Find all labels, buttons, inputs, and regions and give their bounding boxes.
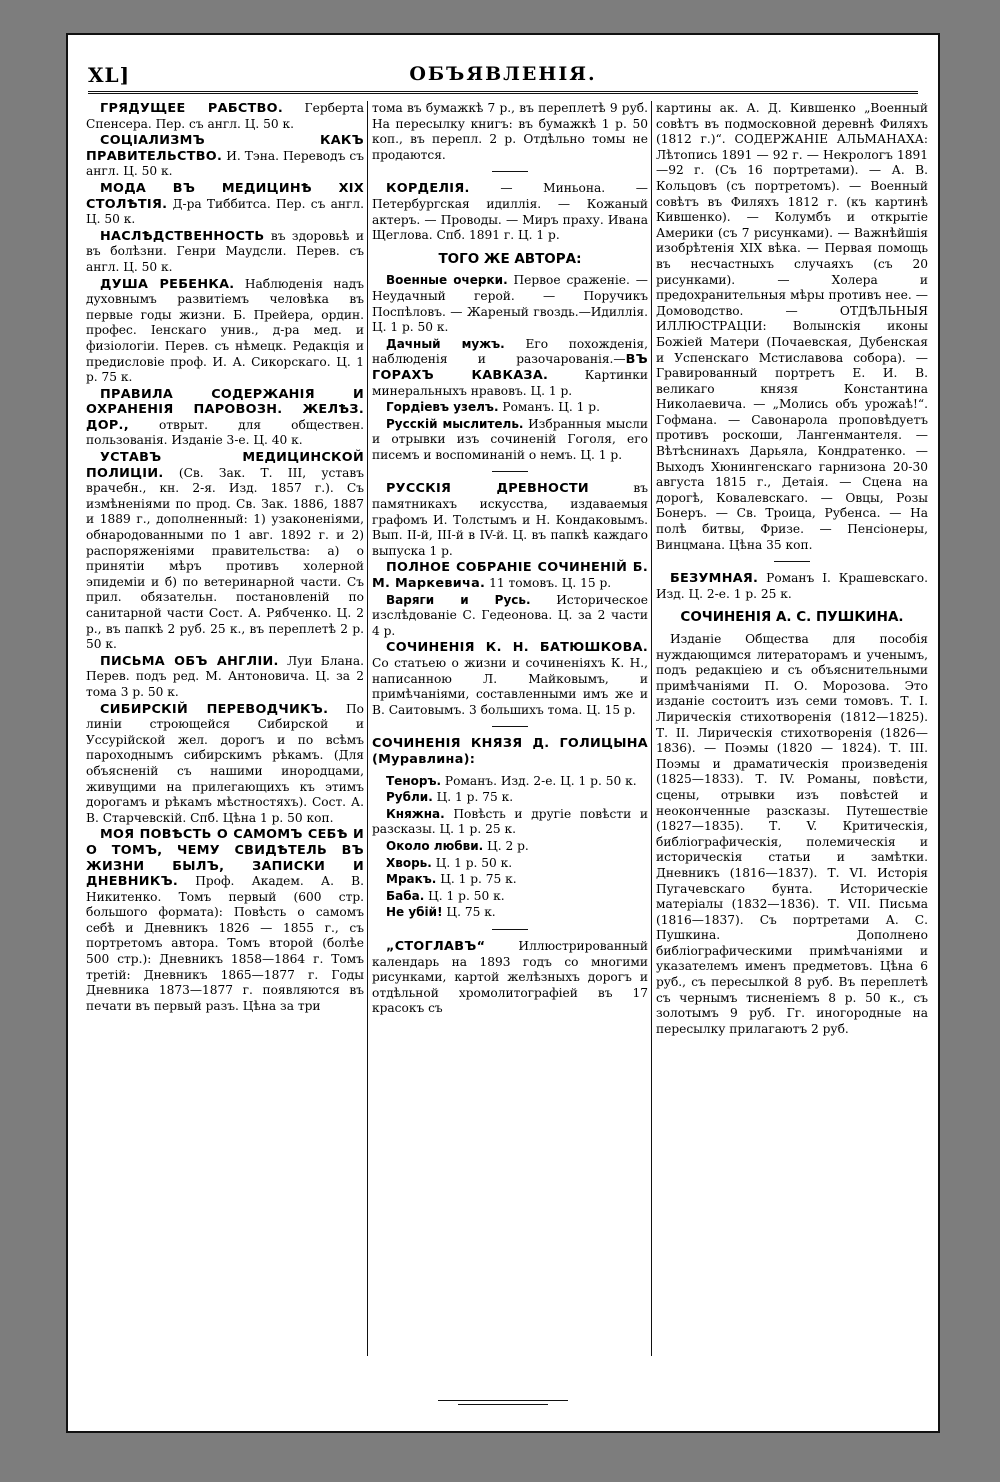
- ad-entry: МОДА ВЪ МЕДИЦИНѢ XIX СТОЛѢТІЯ. Д-ра Тиббитса. Пер. съ англ. Ц. 50 к.: [86, 180, 364, 227]
- ad-entry: Варяги и Русь. Историческое изслѣдованіе С. Гедеонова. Ц. за 2 части 4 р.: [372, 592, 648, 638]
- ad-entry: МОЯ ПОВѢСТЬ О САМОМЪ СЕБѢ И О ТОМЪ, ЧЕМУ СВИДѢТЕЛЬ ВЪ ЖИЗНИ БЫЛЪ, ЗАПИСКИ И ДНЕВНИКЪ. Проф. Академ. А. В. Никитенко. Томъ первый (600 стр. большого формата): Повѣсть о самомъ себѣ и Дневникъ 1826 — 1855 г., съ портретомъ автора. Томъ второй (болѣе 500 стр.): Дневникъ 1858—1864 г. Томъ третій: Дневникъ 1865—1877 г. Годы Дневника 1873—1877 г. появляются въ печати въ первый разъ. Цѣна за три: [86, 827, 364, 1013]
- ad-entry: Княжна. Повѣсть и другіе повѣсти и разсказы. Ц. 1 р. 25 к.: [372, 806, 648, 837]
- page-title: ОБЪЯВЛЕНІЯ.: [409, 63, 597, 85]
- ad-entry: ГРЯДУЩЕЕ РАБСТВО. Герберта Спенсера. Пер. съ англ. Ц. 50 к.: [86, 101, 364, 131]
- continued-text: тома въ бумажкѣ 7 р., въ переплетѣ 9 руб. На пересылку книгъ: въ бумажкѣ 1 р. 50 коп., въ перепл. 2 р. Отдѣльно томы не продаются.: [372, 101, 648, 162]
- ad-entry: Не убій! Ц. 75 к.: [386, 905, 496, 920]
- section-heading: СОЧИНЕНІЯ А. С. ПУШКИНА.: [680, 609, 904, 626]
- ad-entry: ДУША РЕБЕНКА. Наблюденія надъ духовнымъ развитіемъ человѣка въ первые годы жизни. Б. Прейера, ордин. профес. Іенскаго унив., д-ра мед. и физіологіи. Перев. съ нѣмецк. Редакція и предисловіе проф. И. А. Сикорскаго. Ц. 1 р. 75 к.: [86, 276, 364, 385]
- ad-entry: ПИСЬМА ОБЪ АНГЛІИ. Луи Блана. Перев. подъ ред. М. Антоновича. Ц. за 2 тома 3 р. 50 к.: [86, 653, 364, 699]
- separator-rule: [492, 726, 528, 727]
- ad-entry: УСТАВЪ МЕДИЦИНСКОЙ ПОЛИЦІИ. (Св. Зак. Т. III, уставъ врачебн., кн. 2-я. Изд. 1857 г.). Съ измѣненіями по прод. Св. Зак. 1886, 1887 и 1889 г., дополненный: 1) узаконеніями, обнародованными по 1 авг. 1892 г. и 2) распоряженіями правительства: а) о принятіи мѣръ противъ холерной эпидеміи и б) по ветеринарной части. Съ прил. обязательн. постановленій по санитарной части Сост. А. Рябченко. Ц. 2 р., въ папкѣ 2 руб. 25 к., въ переплетѣ 2 р. 50 к.: [86, 450, 364, 652]
- ad-entry: НАСЛѢДСТВЕННОСТЬ въ здоровьѣ и въ болѣзни. Генри Маудсли. Перев. съ англ. Ц. 50 к.: [86, 228, 364, 274]
- ad-entry: Гордіевъ узелъ. Романъ. Ц. 1 р.: [386, 400, 600, 415]
- ad-entry: СОЦІАЛИЗМЪ КАКЪ ПРАВИТЕЛЬСТВО. И. Тэна. Переводъ съ англ. Ц. 50 к.: [86, 133, 364, 179]
- ad-entry: РУССКІЯ ДРЕВНОСТИ въ памятникахъ искусства, издаваемыя графомъ И. Толстымъ и Н. Кондаковымъ. Вып. II-й, III-й в IV-й. Ц. въ папкѣ каждаго выпуска 1 р.: [372, 481, 648, 558]
- ad-entry: Теноръ. Романъ. Изд. 2-е. Ц. 1 р. 50 к.: [386, 773, 637, 788]
- ad-entry: Изданіе Общества для пособія нуждающимся литераторамъ и ученымъ, подъ редакціею и съ объяснительными примѣчаніями П. О. Морозова. Это изданіе состоитъ изъ семи томовъ. Т. I. Лирическія стихотворенія (1812—1825). Т. II. Лирическія стихотворенія (1826—1836). — Поэмы (1820 — 1824). Т. III. Поэмы и драматическія произведенія (1825—1833). Т. IV. Романы, повѣсти, сцены, отрывки изъ повѣстей и неоконченные разсказы. Путешествіе (1827—1835). Т. V. Критическія, библіографическія, полемическія и историческія статьи и замѣтки. Дневникъ (1816—1837). Т. VI. Исторія Пугачевскаго бунта. Историческіе матеріалы (1832—1836). Т. VII. Письма (1816—1837). Съ портретами А. С. Пушкина. Дополнено библіографическими примѣчаніями и указателемъ именъ предметовъ. Цѣна 6 руб., съ пересылкой 8 руб. Въ переплетѣ съ чернымъ тисненіемъ 8 р. 50 к., съ золотымъ 9 руб. Гг. иногородные на пересылку прилагаютъ 2 руб.: [656, 632, 928, 1036]
- ad-entry: Военные очерки. Первое сраженіе. — Неудачный герой. — Поручикъ Поспѣловъ. — Жареный гвоздь.—Идиллія. Ц. 1 р. 50 к.: [372, 273, 648, 335]
- section-heading: ТОГО ЖЕ АВТОРА:: [438, 250, 582, 267]
- page-header: [88, 57, 918, 91]
- column-divider: [651, 101, 652, 1356]
- separator-rule: [774, 561, 810, 562]
- footer-rule: [438, 1400, 568, 1401]
- ad-entry: СИБИРСКІЙ ПЕРЕВОДЧИКЪ. По линіи строющейся Сибирской и Уссурійской жел. дорогъ и по всѣмъ пароходнымъ сибирскимъ рѣкамъ. (Для объясненій съ нашими инородцами, живущими на прилегающихъ къ этимъ дорогамъ и рѣкамъ мѣстностяхъ). Сост. А. В. Старчевскій. Спб. Цѣна 1 р. 50 коп.: [86, 701, 364, 825]
- ad-entry: ПОЛНОЕ СОБРАНІЕ СОЧИНЕНІЙ Б. М. Маркевича. 11 томовъ. Ц. 15 р.: [372, 560, 648, 592]
- header-rule: [88, 91, 918, 100]
- separator-rule: [492, 471, 528, 472]
- ad-entry: Баба. Ц. 1 р. 50 к.: [386, 888, 505, 903]
- ad-entry: Около любви. Ц. 2 р.: [386, 838, 529, 853]
- column-middle: [372, 101, 648, 1371]
- column-right: [656, 101, 928, 1371]
- ad-entry: Дачный мужъ. Его похожденія, наблюденія и разочарованія.—ВЪ ГОРАХЪ КАВКАЗА. Картинки минеральныхъ нравовъ. Ц. 1 р.: [372, 336, 648, 398]
- page-number: XL]: [88, 63, 131, 87]
- footer-rule: [458, 1404, 548, 1405]
- continued-text: картины ак. А. Д. Кившенко „Военный совѣтъ въ подмосковной деревнѣ Филяхъ (1812 г.)“. СОДЕРЖАНІЕ АЛЬМАНАХА: Лѣтопись 1891 — 92 г. — Некрологъ 1891—92 г. (Съ 16 портретами). — А. В. Кольцовъ (съ портретомъ). — Военный совѣтъ въ Филяхъ 1812 г. (къ картинѣ Кившенко). — Колумбъ и открытіе Америки (съ 7 рисунками). — Важнѣйшія изобрѣтенія XIX вѣка. — Первая помощь въ несчастныхъ случаяхъ (съ 20 рисунками). — Холера и предохранительныя мѣры противъ нее. — Домоводство. — ОТДѢЛЬНЫЯ ИЛЛЮСТРАЦІИ: Волынскія иконы Божіей Матери (Почаевская, Дубенская и Успенскаго Мстиславова собора). — Гравированный портретъ Е. И. В. великаго князя Константина Николаевича. — „Молись объ урожаѣ!“. Гофмана. — Савонарола проповѣдуетъ противъ роскоши, Лангенмантеля. — Вѣтѣснинахъ Дарьяла, Кондратенко. — Выходъ Хюнингенскаго гарнизона 20-30 августа 1815 г., Детаія. — Сцена на дорогѣ, Ковалевскаго. — Овцы, Розы Бонеръ. — Св. Троица, Рубенса. — На полѣ битвы, Фризе. — Пенсіонеры, Винцмана. Цѣна 35 коп.: [656, 101, 928, 552]
- ad-entry: Рубли. Ц. 1 р. 75 к.: [386, 790, 514, 805]
- ad-entry: КОРДЕЛІЯ. — Миньона. — Петербургская идиллія. — Кожаный актеръ. — Проводы. — Миръ праху. Ивана Щеглова. Спб. 1891 г. Ц. 1 р.: [372, 181, 648, 243]
- ad-entry: ПРАВИЛА СОДЕРЖАНІЯ И ОХРАНЕНІЯ ПАРОВОЗН. ЖЕЛѢЗ. ДОР., отврыт. для обществен. пользованія. Изданіе 3-е. Ц. 40 к.: [86, 386, 364, 448]
- column-left: [86, 101, 364, 1371]
- ad-entry: Мракъ. Ц. 1 р. 75 к.: [386, 872, 517, 887]
- document-page: [66, 33, 940, 1433]
- ad-entry: СОЧИНЕНІЯ К. Н. БАТЮШКОВА. Со статьею о жизни и сочиненіяхъ К. Н., написанною Л. Майковымъ, и примѣчаніями, составленными имъ же и В. Саитовымъ. 3 большихъ тома. Ц. 15 р.: [372, 640, 648, 717]
- ad-entry: „СТОГЛАВЪ“ Иллюстрированный календарь на 1893 годъ со многими рисунками, картой желѣзныхъ дорогъ и отдѣльной хромолитографіей въ 17 красокъ съ: [372, 938, 648, 1016]
- separator-rule: [492, 929, 528, 930]
- ad-entry: БЕЗУМНАЯ. Романъ І. Крашевскаго. Изд. Ц. 2-е. 1 р. 25 к.: [656, 571, 928, 601]
- ad-entry: Русскій мыслитель. Избранныя мысли и отрывки изъ сочиненій Гоголя, его писемъ и воспоминаній о немъ. Ц. 1 р.: [372, 416, 648, 462]
- separator-rule: [492, 171, 528, 172]
- column-divider: [367, 101, 368, 1356]
- ad-entry: Хворь. Ц. 1 р. 50 к.: [386, 855, 513, 870]
- section-heading: СОЧИНЕНІЯ КНЯЗЯ Д. ГОЛИЦЫНА (Муравлина):: [372, 736, 648, 767]
